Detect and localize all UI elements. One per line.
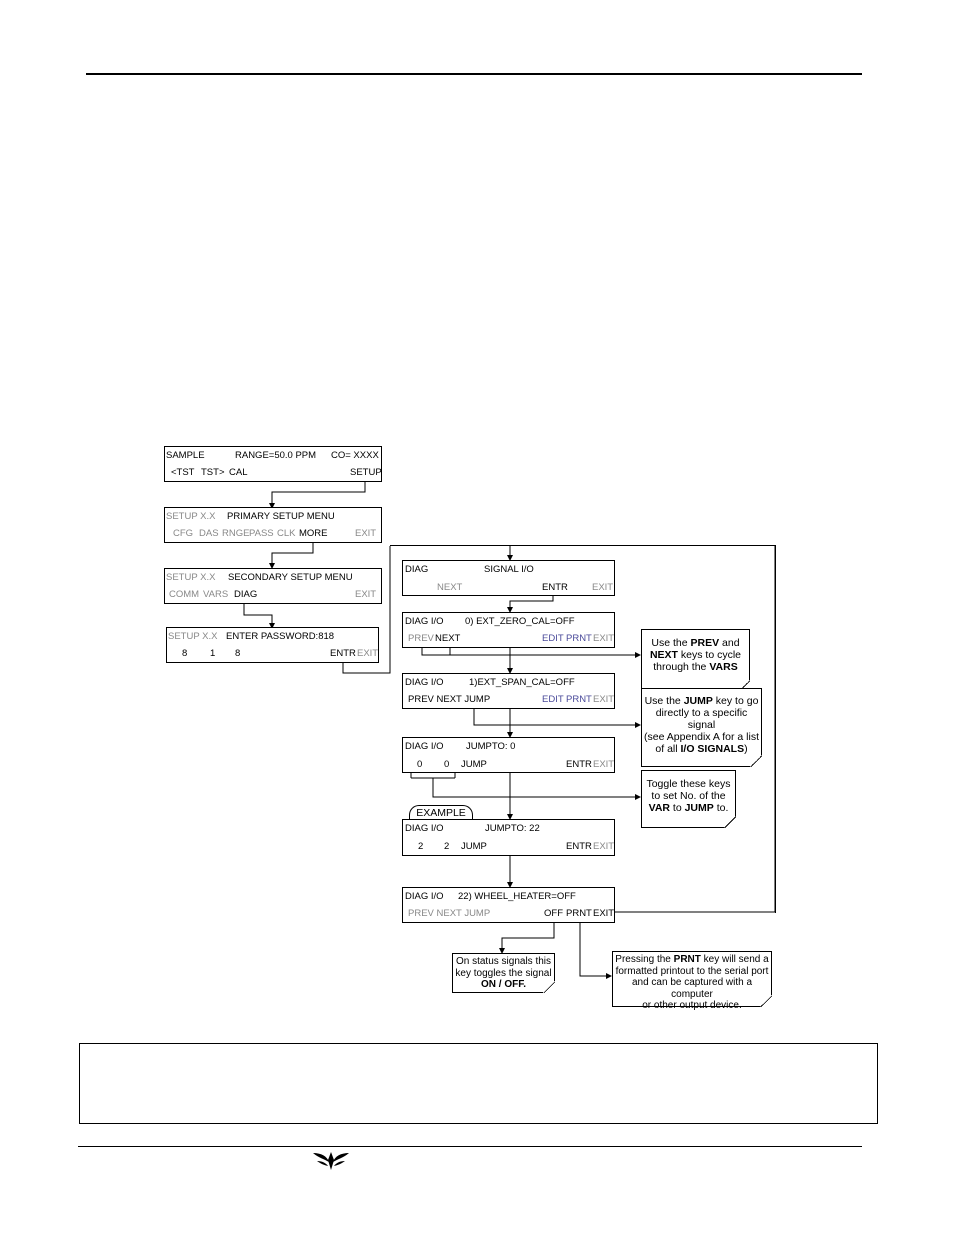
on-off-note	[452, 953, 555, 993]
edit-key[interactable]: EDIT	[542, 694, 564, 705]
off-key[interactable]: OFF	[544, 908, 563, 919]
entr-key[interactable]: ENTR	[542, 582, 568, 593]
note-text: key will send a	[700, 954, 769, 965]
note-text: and can be captured with a computer	[631, 977, 753, 1000]
tst-prev-key[interactable]: <TST	[171, 467, 195, 478]
note-text: (see Appendix A for a list	[644, 731, 759, 743]
note-text: On status signals this	[455, 956, 552, 967]
exit-key[interactable]: EXIT	[593, 841, 615, 852]
prnt-key[interactable]: PRNT	[566, 633, 592, 644]
prev-next-jump-keys[interactable]: PREV NEXT JUMP	[408, 908, 491, 919]
screen-title: DIAG I/O	[405, 616, 444, 627]
cfg-key[interactable]: CFG	[173, 528, 194, 539]
pass-key[interactable]: PASS	[249, 528, 274, 539]
exit-key[interactable]: EXIT	[593, 759, 615, 770]
digit-key-3[interactable]: 8	[235, 648, 241, 659]
version-label: SETUP X.X	[168, 631, 218, 642]
entr-key[interactable]: ENTR	[566, 841, 592, 852]
note-text: signal	[687, 719, 716, 731]
screen-title: SAMPLE	[166, 450, 205, 461]
entr-key[interactable]: ENTR	[566, 759, 592, 770]
note-text: I/O SIGNALS	[680, 743, 745, 755]
diag-screen	[402, 560, 615, 596]
digit-key-2[interactable]: 2	[444, 841, 450, 852]
note-text: NEXT	[649, 649, 678, 661]
example-label: EXAMPLE	[416, 807, 466, 819]
cal-key[interactable]: CAL	[229, 467, 248, 478]
prnt-key[interactable]: PRNT	[566, 908, 592, 919]
tst-next-key[interactable]: TST>	[201, 467, 225, 478]
digit-key-1[interactable]: 8	[182, 648, 188, 659]
signal-readout: 1)EXT_SPAN_CAL=OFF	[469, 677, 575, 688]
primary-setup-screen	[164, 507, 382, 543]
note-text: key toggles the signal	[455, 967, 552, 979]
prev-next-note	[641, 629, 750, 692]
io-ext-zero-screen	[402, 612, 615, 648]
entr-key[interactable]: ENTR	[330, 648, 356, 659]
password-screen	[166, 627, 379, 663]
exit-key[interactable]: EXIT	[593, 908, 615, 919]
signal-readout: 22) WHEEL_HEATER=OFF	[458, 891, 576, 902]
note-text: key to go	[712, 695, 759, 707]
screen-title: DIAG I/O	[405, 823, 444, 834]
exit-key[interactable]: EXIT	[592, 582, 614, 593]
exit-key[interactable]: EXIT	[357, 648, 379, 659]
note-text: )	[744, 743, 748, 755]
note-text: PRNT	[673, 954, 701, 965]
version-label: SETUP X.X	[166, 511, 216, 522]
note-text: through the	[653, 661, 710, 673]
jumpto-readout: JUMPTO: 0	[466, 741, 516, 752]
jumpto-readout: JUMPTO: 22	[485, 823, 540, 834]
note-text: JUMP	[684, 802, 714, 814]
das-key[interactable]: DAS	[199, 528, 219, 539]
signal-readout: 0) EXT_ZERO_CAL=OFF	[465, 616, 575, 627]
setup-key[interactable]: SETUP	[350, 467, 382, 478]
exit-key[interactable]: EXIT	[593, 633, 615, 644]
note-text: VARS	[709, 661, 738, 673]
next-key[interactable]: NEXT	[435, 633, 461, 644]
prnt-key[interactable]: PRNT	[566, 694, 592, 705]
digit-key-1[interactable]: 0	[417, 759, 423, 770]
note-text: directly to a specific	[655, 707, 748, 719]
co-readout: CO= XXXX	[331, 450, 379, 461]
note-text: PREV	[690, 637, 720, 649]
note-text: to set No. of the	[651, 790, 726, 802]
note-text: to.	[713, 802, 729, 814]
note-text: to	[670, 802, 685, 814]
more-key[interactable]: MORE	[299, 528, 328, 539]
exit-key[interactable]: EXIT	[355, 589, 377, 600]
note-text: formatted printout to the serial port	[615, 965, 769, 977]
vars-key[interactable]: VARS	[203, 589, 229, 600]
notice-box	[79, 1043, 878, 1124]
range-readout: RANGE=50.0 PPM	[235, 450, 317, 461]
jumpto-zero-screen	[402, 737, 615, 773]
prev-key[interactable]: PREV	[408, 633, 434, 644]
toggle-note	[641, 770, 736, 828]
secondary-setup-screen	[164, 568, 382, 604]
comm-key[interactable]: COMM	[169, 589, 200, 600]
screen-title: DIAG I/O	[405, 741, 444, 752]
note-text: Use the	[644, 695, 684, 707]
wheel-heater-screen	[402, 887, 615, 923]
exit-key[interactable]: EXIT	[355, 528, 377, 539]
diag-key[interactable]: DIAG	[234, 589, 258, 600]
signal-io-label: SIGNAL I/O	[484, 564, 534, 575]
io-ext-span-screen	[402, 673, 615, 709]
screen-title: DIAG I/O	[405, 677, 444, 688]
note-text: Toggle these keys	[646, 778, 731, 790]
screen-title: ENTER PASSWORD:818	[226, 631, 335, 642]
screen-title: SECONDARY SETUP MENU	[228, 572, 353, 583]
note-text: Use the	[651, 637, 691, 649]
digit-key-2[interactable]: 0	[444, 759, 450, 770]
note-text: or other output device.	[642, 1000, 742, 1011]
jump-note	[641, 688, 762, 767]
screen-title: PRIMARY SETUP MENU	[227, 511, 335, 522]
screen-title: DIAG	[405, 564, 429, 575]
note-text: Pressing the	[615, 954, 674, 965]
clk-key[interactable]: CLK	[277, 528, 296, 539]
note-text: VAR	[648, 802, 670, 814]
note-text: and	[719, 637, 740, 649]
prev-next-jump-keys[interactable]: PREV NEXT JUMP	[408, 694, 491, 705]
screen-title: DIAG I/O	[405, 891, 444, 902]
note-text: of all	[655, 743, 681, 755]
sample-screen	[164, 446, 382, 482]
note-text: keys to cycle	[677, 649, 742, 661]
digit-key-1[interactable]: 2	[418, 841, 424, 852]
exit-key[interactable]: EXIT	[593, 694, 615, 705]
digit-key-2[interactable]: 1	[210, 648, 216, 659]
rnge-key[interactable]: RNGE	[222, 528, 250, 539]
jump-key[interactable]: JUMP	[461, 841, 487, 852]
edit-key[interactable]: EDIT	[542, 633, 564, 644]
example-tab	[409, 805, 473, 820]
note-text: ON / OFF.	[481, 979, 526, 990]
prnt-note	[612, 951, 772, 1011]
jump-key[interactable]: JUMP	[461, 759, 487, 770]
jumpto-22-screen	[402, 819, 615, 856]
company-logo-icon	[311, 1150, 351, 1172]
version-label: SETUP X.X	[166, 572, 216, 583]
next-key[interactable]: NEXT	[437, 582, 463, 593]
note-text: JUMP	[683, 695, 713, 707]
